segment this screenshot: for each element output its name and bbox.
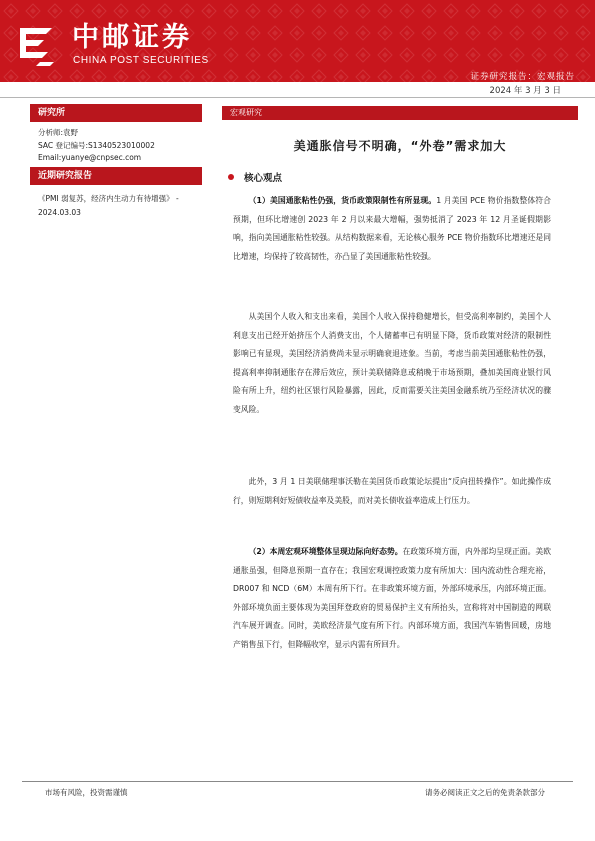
report-date: 2024 年 3 月 3 日 bbox=[489, 86, 561, 96]
brand-name-en: CHINA POST SECURITIES bbox=[73, 55, 209, 66]
paragraph-1 bbox=[233, 192, 551, 266]
paragraph-1-lead: （1）美国通胀粘性仍强，货币政策限制性有所显现。 bbox=[248, 196, 437, 205]
recent-report-link[interactable]: 《PMI 弱复苏，经济内生动力有待增强》 - 2024.03.03 bbox=[38, 194, 179, 217]
paragraph-4-text: 在政策环境方面，内外部均呈现正面。美欧通胀虽强，但降息预期一直存在；我国宏观调控政策力度有所加大：国内流动性合理充裕，DR007 和 NCD（6M）本周有所下行。在非政策环境方面，外部环境承压，内部环境正面。外部环境负面主要体现为美国拜登政府的贸易保护主义有所抬头，宣称将对中国制造的网联汽车展开调查。同时，美欧经济景气度有所下行。内部环境方面，我国汽车销售回暖，房地产销售虽下行，但降幅收窄，显示内需有所回升。 bbox=[233, 547, 551, 649]
bullet-icon bbox=[228, 174, 234, 180]
paragraph-4 bbox=[233, 543, 551, 654]
category-bar: 宏观研究 bbox=[222, 106, 578, 120]
report-title: 美通胀信号不明确，“外卷”需求加大 bbox=[293, 139, 507, 153]
report-type: 证券研究报告：宏观报告 bbox=[470, 72, 575, 82]
risk-notice: 市场有风险，投资需谨慎 bbox=[45, 788, 128, 797]
header-banner bbox=[0, 0, 595, 82]
disclaimer-notice: 请务必阅读正文之后的免责条款部分 bbox=[425, 788, 545, 797]
section-heading: 核心观点 bbox=[244, 173, 283, 184]
analyst-email[interactable]: Email:yuanye@cnpsec.com bbox=[38, 153, 142, 162]
paragraph-3 bbox=[233, 473, 551, 510]
logo-icon bbox=[14, 22, 58, 68]
sac-number: SAC 登记编号:S1340523010002 bbox=[38, 141, 155, 150]
footer-divider bbox=[22, 781, 573, 782]
paragraph-2-text: 从美国个人收入和支出来看，美国个人收入保持稳健增长，但受高利率制约，美国个人利息支出已经开始挤压个人消费支出，个人储蓄率已有明显下降，货币政策对经济的限制性影响已有显现，美国经济消费尚未显示明确衰退迹象。当前，考虑当前美国通胀粘性仍强，提高利率抑制通胀存在滞后效应，预计美联储降息或稍晚于市场预期，叠加美国商业银行风险有所上升，纽约社区银行风险暴露，因此，反而需要关注美国金融系统乃至经济状况的骤变风险。 bbox=[233, 312, 551, 414]
analyst-name: 分析师:袁野 bbox=[38, 128, 79, 137]
paragraph-1-text: 1 月美国 PCE 物价指数整体符合预期，但环比增速创 2023 年 2 月以来最大增幅，强势抵消了 2023 年 12 月圣诞假期影响，指向美国通胀粘性较强。从结构数据来看，无论核心服务 PCE 物价指数环比增速还是同比增速，均保持了较高韧性，亦凸显了美国通胀粘性较强。 bbox=[233, 196, 551, 261]
sidebar-title-research: 研究所 bbox=[30, 104, 202, 122]
brand-name-cn: 中邮证券 bbox=[72, 22, 192, 53]
paragraph-3-text: 此外，3 月 1 日美联储理事沃勒在美国货币政策论坛提出“反向扭转操作”。如此操作成行，则短期利好短债收益率及美股，而对美长债收益率造成上行压力。 bbox=[233, 477, 551, 505]
paragraph-2 bbox=[233, 308, 551, 419]
header-divider bbox=[0, 97, 595, 98]
sidebar-title-recent: 近期研究报告 bbox=[30, 167, 202, 185]
paragraph-4-lead: （2）本周宏观环境整体呈现边际向好态势。 bbox=[248, 547, 403, 556]
